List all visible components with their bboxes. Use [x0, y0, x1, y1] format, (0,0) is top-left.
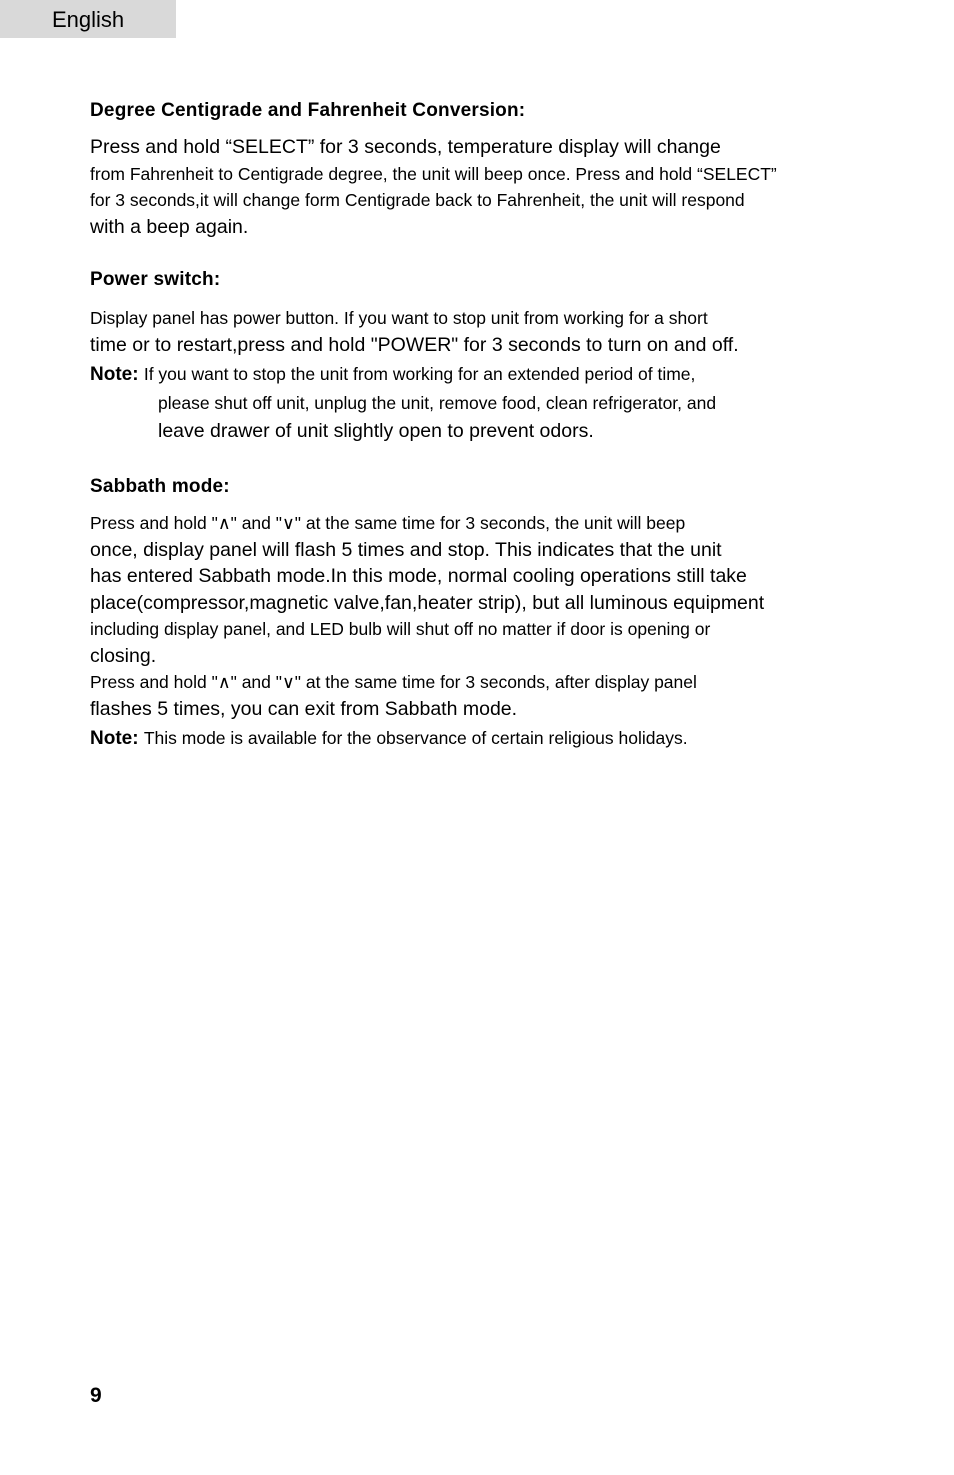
body-line: with a beep again.: [90, 215, 249, 238]
section-body: [90, 510, 830, 722]
body-line: including display panel, and LED bulb will shut off no matter if door is opening or: [90, 619, 711, 639]
section-power-switch: [90, 265, 830, 445]
body-line: closing.: [90, 644, 157, 667]
body-line: has entered Sabbath mode.In this mode, normal cooling operations still take: [90, 565, 747, 587]
body-line: place(compressor,magnetic valve,fan,heater strip), but all luminous equipment: [90, 591, 765, 614]
note-label: Note:: [90, 728, 139, 749]
section-temperature-conversion: [90, 96, 830, 240]
note-line: If you want to stop the unit from working for an extended period of time,: [143, 364, 696, 384]
body-line: flashes 5 times, you can exit from Sabbath mode.: [90, 697, 518, 720]
section-heading: Degree Centigrade and Fahrenheit Conversion:: [90, 100, 526, 121]
body-line: time or to restart,press and hold "POWER" for 3 seconds to turn on and off.: [90, 333, 739, 356]
note-line: This mode is available for the observance of certain religious holidays.: [143, 728, 688, 748]
body-line: Press and hold “SELECT” for 3 seconds, temperature display will change: [90, 136, 721, 158]
note-line: please shut off unit, unplug the unit, remove food, clean refrigerator, and: [158, 393, 717, 413]
note-block: [90, 360, 830, 445]
note-label: Note:: [90, 364, 139, 385]
body-line: once, display panel will flash 5 times and stop. This indicates that the unit: [90, 538, 722, 561]
section-heading: Power switch:: [90, 269, 221, 290]
body-line: for 3 seconds,it will change form Centigrade back to Fahrenheit, the unit will respond: [90, 190, 745, 210]
body-line: Press and hold "∧" and "∨" at the same time for 3 seconds, after display panel: [90, 672, 697, 692]
section-heading: Sabbath mode:: [90, 476, 230, 497]
page-number: 9: [90, 1384, 102, 1407]
language-tab: English: [0, 0, 176, 38]
note-line: leave drawer of unit slightly open to prevent odors.: [158, 420, 594, 442]
body-line: Display panel has power button. If you want to stop unit from working for a short: [90, 308, 708, 328]
section-sabbath-mode: [90, 472, 830, 754]
page-content: [90, 96, 830, 754]
note-block: [90, 723, 830, 754]
section-body: [90, 134, 830, 240]
body-line: Press and hold "∧" and "∨" at the same time for 3 seconds, the unit will beep: [90, 513, 686, 533]
section-body: [90, 305, 830, 358]
body-line: from Fahrenheit to Centigrade degree, the unit will beep once. Press and hold “SELECT”: [90, 163, 777, 184]
